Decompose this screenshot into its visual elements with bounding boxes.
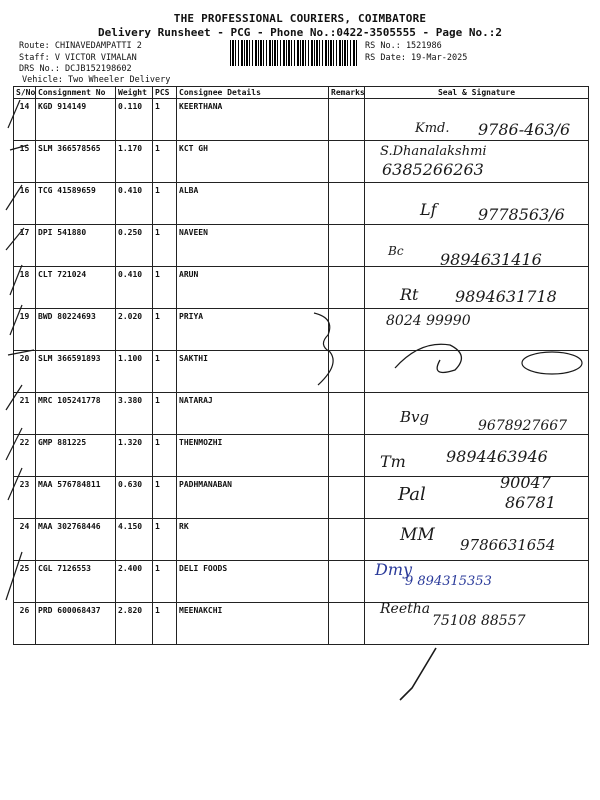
row-sno: 20: [14, 351, 36, 393]
signature-scrawl: MM: [400, 525, 435, 545]
header-pcs: PCS: [153, 87, 177, 99]
header-consignment: Consignment No: [36, 87, 116, 99]
row-remarks: [329, 183, 365, 225]
header-remarks: Remarks: [329, 87, 365, 99]
row-remarks: [329, 519, 365, 561]
row-consignee: MEENAKCHI: [177, 603, 329, 645]
row-consignment: SLM 366578565: [36, 141, 116, 183]
signature-scrawl: Bvg: [400, 408, 430, 426]
row-pcs: 1: [153, 351, 177, 393]
header-weight: Weight: [116, 87, 153, 99]
handwritten-phone: 75108 88557: [432, 613, 526, 629]
handwritten-phone: 8024 99990: [386, 313, 471, 329]
row-pcs: 1: [153, 141, 177, 183]
table-row: [14, 393, 589, 435]
row-signature: [365, 99, 589, 141]
row-sno: 17: [14, 225, 36, 267]
vehicle-label: Vehicle: Two Wheeler Delivery: [22, 75, 171, 85]
row-signature: [365, 225, 589, 267]
table-row: [14, 225, 589, 267]
row-signature: [365, 519, 589, 561]
company-title: THE PROFESSIONAL COURIERS, COIMBATORE: [173, 12, 427, 25]
signature-scrawl: Tm: [380, 452, 406, 471]
header-sno: S/No: [14, 87, 36, 99]
row-sno: 24: [14, 519, 36, 561]
row-pcs: 1: [153, 99, 177, 141]
row-consignment: GMP 881225: [36, 435, 116, 477]
row-weight: 2.820: [116, 603, 153, 645]
row-remarks: [329, 225, 365, 267]
signature-scrawl: Pal: [398, 484, 426, 505]
row-consignee: ARUN: [177, 267, 329, 309]
table-row: [14, 561, 589, 603]
row-weight: 2.020: [116, 309, 153, 351]
row-remarks: [329, 603, 365, 645]
row-consignee: PADHMANABAN: [177, 477, 329, 519]
row-consignment: BWD 80224693: [36, 309, 116, 351]
handwritten-phone: 6385266263: [382, 160, 484, 179]
barcode: [230, 40, 358, 66]
row-consignment: MRC 105241778: [36, 393, 116, 435]
row-signature: [365, 141, 589, 183]
rs-number: RS No.: 1521986: [365, 41, 442, 51]
row-signature: [365, 603, 589, 645]
row-sno: 23: [14, 477, 36, 519]
row-pcs: 1: [153, 519, 177, 561]
row-weight: 4.150: [116, 519, 153, 561]
header-consignee: Consignee Details: [177, 87, 329, 99]
staff-label: Staff: V VICTOR VIMALAN: [19, 53, 137, 63]
table-row: [14, 99, 589, 141]
route-label: Route: CHINAVEDAMPATTI 2: [19, 41, 142, 51]
row-consignment: DPI 541880: [36, 225, 116, 267]
row-consignee: DELI FOODS: [177, 561, 329, 603]
handwritten-name: S.Dhanalakshmi: [380, 144, 487, 159]
signature-scrawl: Lf: [420, 200, 437, 219]
row-signature: [365, 561, 589, 603]
table-row: [14, 603, 589, 645]
handwritten-phone: 86781: [505, 493, 556, 512]
row-weight: 0.410: [116, 267, 153, 309]
row-weight: 2.400: [116, 561, 153, 603]
handwritten-phone: 9786631654: [460, 536, 556, 554]
row-consignee: NATARAJ: [177, 393, 329, 435]
handwritten-phone: 9 894315353: [405, 574, 492, 589]
table-row: [14, 351, 589, 393]
drs-label: DRS No.: DCJB152198602: [19, 64, 132, 74]
table-row: [14, 141, 589, 183]
row-sno: 22: [14, 435, 36, 477]
table-row: [14, 267, 589, 309]
runsheet-title: Delivery Runsheet - PCG - Phone No.:0422-3505555 - Page No.:2: [98, 26, 502, 39]
check-mark: [400, 648, 436, 700]
row-consignment: SLM 366591893: [36, 351, 116, 393]
row-weight: 1.170: [116, 141, 153, 183]
handwritten-phone: 9894631416: [440, 250, 542, 269]
row-pcs: 1: [153, 183, 177, 225]
row-pcs: 1: [153, 561, 177, 603]
row-pcs: 1: [153, 393, 177, 435]
signature-scrawl: Dmy: [375, 560, 413, 579]
table-row: [14, 183, 589, 225]
row-sno: 26: [14, 603, 36, 645]
row-remarks: [329, 141, 365, 183]
row-sno: 18: [14, 267, 36, 309]
signature-scrawl: Reetha: [380, 601, 431, 617]
row-signature: [365, 351, 589, 393]
row-consignment: CGL 7126553: [36, 561, 116, 603]
row-signature: [365, 183, 589, 225]
row-remarks: [329, 435, 365, 477]
row-sno: 21: [14, 393, 36, 435]
handwritten-phone: 9678927667: [478, 418, 568, 434]
handwritten-phone: 90047: [500, 473, 551, 492]
row-remarks: [329, 351, 365, 393]
row-signature: [365, 477, 589, 519]
row-remarks: [329, 561, 365, 603]
row-sno: 25: [14, 561, 36, 603]
row-signature: [365, 393, 589, 435]
row-consignee: KCT GH: [177, 141, 329, 183]
row-pcs: 1: [153, 267, 177, 309]
row-consignment: CLT 721024: [36, 267, 116, 309]
row-signature: [365, 435, 589, 477]
row-consignee: RK: [177, 519, 329, 561]
row-weight: 1.320: [116, 435, 153, 477]
table-row: [14, 477, 589, 519]
row-weight: 0.410: [116, 183, 153, 225]
row-signature: [365, 309, 589, 351]
row-consignment: MAA 576784811: [36, 477, 116, 519]
row-consignee: KEERTHANA: [177, 99, 329, 141]
rs-date: RS Date: 19-Mar-2025: [365, 53, 468, 63]
row-consignee: THENMOZHI: [177, 435, 329, 477]
delivery-table: [13, 86, 589, 645]
row-consignment: PRD 600068437: [36, 603, 116, 645]
row-consignment: TCG 41589659: [36, 183, 116, 225]
row-sno: 14: [14, 99, 36, 141]
row-consignment: KGD 914149: [36, 99, 116, 141]
signature-scrawl: Bc: [388, 244, 404, 258]
row-pcs: 1: [153, 603, 177, 645]
row-sno: 16: [14, 183, 36, 225]
row-remarks: [329, 393, 365, 435]
row-weight: 0.630: [116, 477, 153, 519]
row-consignee: ALBA: [177, 183, 329, 225]
row-sno: 15: [14, 141, 36, 183]
row-consignee: SAKTHI: [177, 351, 329, 393]
row-sno: 19: [14, 309, 36, 351]
row-remarks: [329, 99, 365, 141]
row-remarks: [329, 477, 365, 519]
handwritten-phone: 9894631718: [455, 287, 557, 306]
signature-scrawl: Kmd.: [415, 121, 450, 136]
table-row: [14, 519, 589, 561]
table-row: [14, 435, 589, 477]
row-pcs: 1: [153, 309, 177, 351]
handwritten-phone: 9786-463/6: [478, 120, 571, 139]
handwritten-phone: 9778563/6: [478, 205, 565, 224]
row-weight: 1.100: [116, 351, 153, 393]
handwritten-phone: 9894463946: [446, 447, 548, 466]
table-row: [14, 309, 589, 351]
row-signature: [365, 267, 589, 309]
row-weight: 0.110: [116, 99, 153, 141]
header-seal: Seal & Signature: [365, 87, 589, 99]
signature-scrawl: Rt: [400, 285, 419, 304]
row-weight: 3.380: [116, 393, 153, 435]
row-pcs: 1: [153, 477, 177, 519]
row-remarks: [329, 267, 365, 309]
row-remarks: [329, 309, 365, 351]
row-consignee: PRIYA: [177, 309, 329, 351]
row-pcs: 1: [153, 225, 177, 267]
row-consignment: MAA 302768446: [36, 519, 116, 561]
row-consignee: NAVEEN: [177, 225, 329, 267]
row-weight: 0.250: [116, 225, 153, 267]
table-header: [14, 87, 589, 99]
row-pcs: 1: [153, 435, 177, 477]
